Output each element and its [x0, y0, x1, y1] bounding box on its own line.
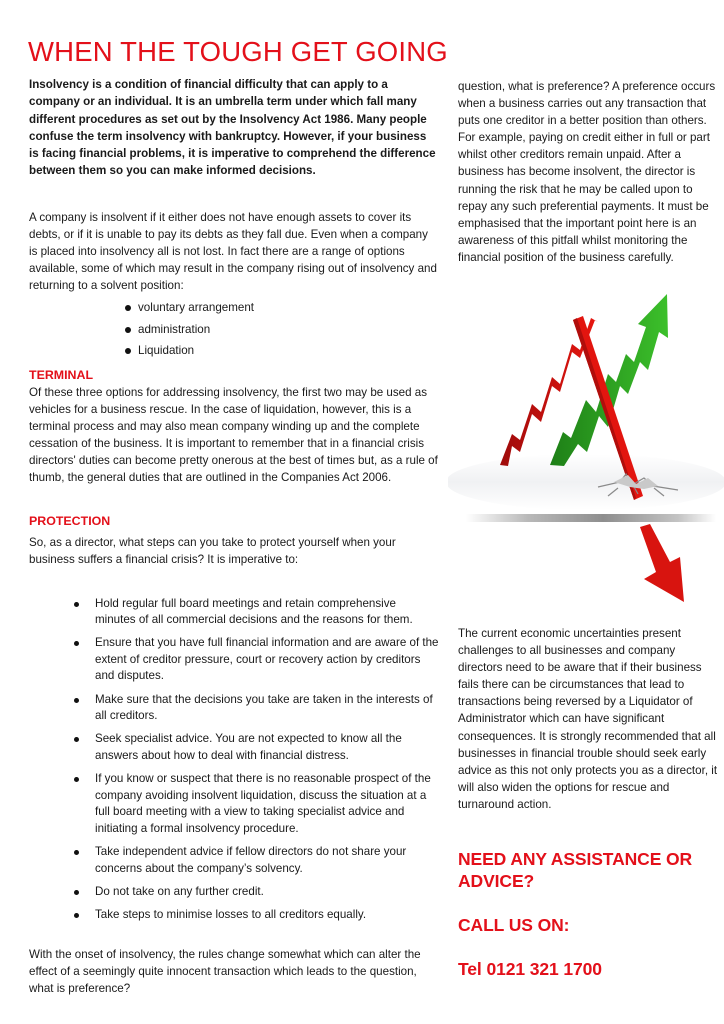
economic-section — [458, 625, 720, 813]
step-item: Ensure that you have full financial information and are aware of the extent of creditor pressure, court or recovery action by creditors and disputes. — [74, 635, 439, 685]
step-item: Seek specialist advice. You are not expected to know all the answers about how to deal with financial distress. — [74, 731, 439, 764]
right-column — [458, 78, 720, 266]
left-column — [29, 76, 439, 997]
protection-heading: PROTECTION — [29, 514, 111, 529]
arrows-graphic-icon — [448, 282, 724, 602]
assistance-heading: NEED ANY ASSISTANCE OR ADVICE? — [458, 849, 693, 891]
step-item: If you know or suspect that there is no reasonable prospect of the company avoiding insolvent liquidation, discuss the situation at a full board meeting with a view to taking specialist advice and initiating a formal insolvency procedure. — [74, 771, 439, 837]
step-item: Take steps to minimise losses to all creditors equally. — [74, 907, 439, 924]
page-title: WHEN THE TOUGH GET GOING — [28, 36, 448, 67]
economic-paragraph: The current economic uncertainties present challenges to all businesses and company directors need to be aware that if their business fails there can be circumstances that lead to transactions being reversed by a Liquidator of Administrator which can have significant consequences. It is strongly recommended that all businesses in financial trouble should seek early advice as this not only protects you as a director, it will also widen the options for rescue and turnaround action. — [458, 627, 718, 811]
option-item: administration — [125, 319, 439, 341]
step-item: Take independent advice if fellow directors do not share your concerns about the company’s solvency. — [74, 844, 439, 877]
option-item: voluntary arrangement — [125, 297, 439, 319]
closing-paragraph: With the onset of insolvency, the rules change somewhat which can alter the effect of a seemingly quite innocent transaction which leads to the question, what is preference? — [29, 947, 421, 995]
step-item: Do not take on any further credit. — [74, 884, 439, 901]
contact-callout — [458, 848, 720, 980]
terminal-paragraph: Of these three options for addressing insolvency, the first two may be used as vehicles for a business rescue. In the case of liquidation, however, this is a terminal process and may also mean company winding up and the complete cessation of the business. It is important to remember that in a financial crisis directors' duties can become pretty onerous at the best of times but, as a rule of thumb, the general duties that are outlined in the Companies Act 2006. — [29, 385, 438, 485]
step-item: Hold regular full board meetings and retain comprehensive minutes of all commercial decisions and the reasons for them. — [74, 596, 439, 629]
crash-chart-illustration — [448, 282, 724, 602]
call-us-label: CALL US ON: — [458, 915, 570, 935]
intro-paragraph: Insolvency is a condition of financial difficulty that can apply to a company or an individual. It is an umbrella term under which fall many different procedures as set out by the Insolvency Act 1986. Many people confuse the term insolvency with bankruptcy. However, if your business is facing financial problems, it is imperative to comprehend the difference between them so you can make informed decisions. — [29, 78, 436, 178]
protection-steps-list — [74, 596, 439, 924]
insolvent-definition-paragraph: A company is insolvent if it either does not have enough assets to cover its debts, or if it is unable to pay its debts as they fall due. Even when a company is placed into insolvency all is not lost. In fact there are a range of options available, some of which may result in the company rising out of insolvency and returning to a solvent position: — [29, 210, 437, 293]
option-item: Liquidation — [125, 340, 439, 362]
terminal-heading: TERMINAL — [29, 367, 94, 382]
protection-paragraph: So, as a director, what steps can you take to protect yourself when your business suffers a financial crisis? It is imperative to: — [29, 536, 396, 567]
preference-paragraph: question, what is preference? A preference occurs when a business carries out any transaction that puts one creditor in a better position than others. For example, paying on credit either in full or part whilst other creditors remain unpaid. After a business has become insolvent, the director is running the risk that he may be called upon to repay any such preferential payments. It must be emphasised that the important point here is an awareness of this pitfall whilst monitoring the financial position of the business carefully. — [458, 80, 716, 264]
options-list — [125, 297, 439, 362]
step-item: Make sure that the decisions you take are taken in the interests of all creditors. — [74, 692, 439, 725]
phone-number[interactable]: Tel 0121 321 1700 — [458, 959, 602, 979]
